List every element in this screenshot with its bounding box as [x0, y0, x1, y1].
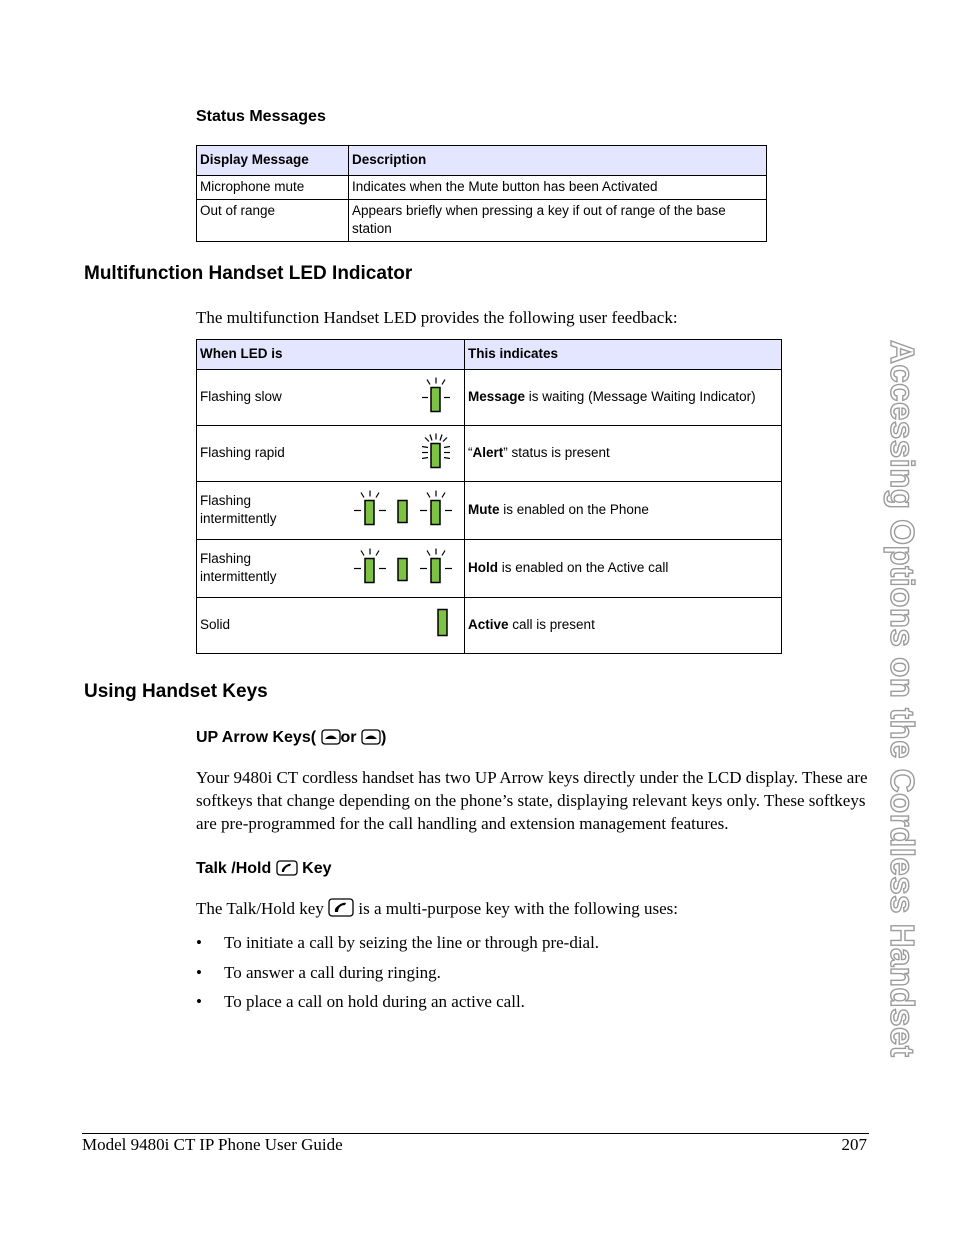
table-row: [197, 200, 767, 242]
table-header-row: [197, 340, 782, 370]
led-state-cell: [197, 540, 465, 598]
led-meaning-cell: [465, 482, 782, 540]
talk-hold-intro-post: is a multi-purpose key with the following uses:: [358, 899, 679, 918]
column-header: Description: [349, 146, 767, 176]
talk-hold-key-heading: [196, 860, 332, 881]
talk-hold-intro: [196, 897, 678, 923]
led-meaning-text: is enabled on the Phone: [499, 502, 649, 517]
led-state-label: Flashing slow: [200, 389, 282, 404]
talk-hold-uses-list: [196, 931, 599, 1020]
led-intermittent-icon: [350, 488, 456, 533]
talk-hold-intro-pre: The Talk/Hold key: [196, 899, 324, 918]
led-meaning-cell: [465, 540, 782, 598]
description-cell: Indicates when the Mute button has been Activated: [349, 176, 767, 200]
led-meaning-bold: Mute: [468, 502, 500, 517]
list-item: • To place a call on hold during an active call.: [196, 990, 599, 1020]
list-item: • To answer a call during ringing.: [196, 961, 599, 991]
led-solid-icon: [436, 607, 450, 644]
led-state-cell: [197, 370, 465, 426]
up-arrow-heading-post: ): [380, 729, 387, 746]
display-message-cell: Out of range: [197, 200, 349, 242]
up-arrow-heading-pre: UP Arrow Keys(: [196, 729, 317, 746]
description-cell: Appears briefly when pressing a key if out of range of the base station: [349, 200, 767, 242]
led-meaning-text: call is present: [508, 617, 595, 632]
led-meaning-text: ” status is present: [503, 445, 610, 460]
up-arrow-right-key-icon: [361, 729, 381, 750]
up-arrow-keys-heading: [196, 729, 386, 750]
led-state-label: Flashing rapid: [200, 445, 285, 460]
table-row: [197, 482, 782, 540]
column-header: This indicates: [465, 340, 782, 370]
led-state-label: Flashing intermittently: [200, 551, 277, 584]
led-flashing-slow-icon: [416, 375, 456, 420]
page-number: 207: [841, 1135, 867, 1154]
led-meaning-bold: Hold: [468, 560, 498, 575]
led-indicator-table: [196, 339, 782, 654]
status-messages-heading: Status Messages: [196, 108, 326, 125]
up-arrow-paragraph: Your 9480i CT cordless handset has two UP Arrow keys directly under the LCD display. These are softkeys that change depending on the phone’s state, displaying relevant keys only. These softkeys are pre-programmed for the call handling and extension management features.: [196, 768, 868, 833]
table-row: [197, 598, 782, 654]
table-row: [197, 370, 782, 426]
display-message-cell: Microphone mute: [197, 176, 349, 200]
column-header: When LED is: [197, 340, 465, 370]
table-header-row: [197, 146, 767, 176]
list-item: • To initiate a call by seizing the line or through pre-dial.: [196, 931, 599, 961]
led-state-label: Flashing intermittently: [200, 493, 277, 526]
talk-hold-key-icon: [276, 860, 298, 881]
up-arrow-heading-mid: or: [340, 729, 357, 746]
status-messages-table: [196, 145, 767, 242]
led-section-heading: Multifunction Handset LED Indicator: [84, 263, 413, 284]
led-meaning-bold: Message: [468, 389, 526, 404]
led-state-cell: [197, 426, 465, 482]
led-state-cell: [197, 598, 465, 654]
table-row: [197, 426, 782, 482]
led-intermittent-icon: [350, 546, 456, 591]
talk-hold-key-icon: [328, 898, 354, 923]
led-meaning-bold: Alert: [472, 445, 504, 460]
up-arrow-left-key-icon: [321, 729, 341, 750]
chapter-side-title: Accessing Options on the Cordless Handset: [884, 340, 921, 1058]
led-meaning-cell: [465, 598, 782, 654]
led-meaning-text: is enabled on the Active call: [498, 560, 669, 575]
led-intro-text: The multifunction Handset LED provides the following user feedback:: [196, 308, 678, 327]
handset-keys-heading: Using Handset Keys: [84, 681, 268, 702]
table-row: [197, 176, 767, 200]
led-state-cell: [197, 482, 465, 540]
footer-rule: [82, 1133, 869, 1134]
led-meaning-bold: Active: [468, 617, 509, 632]
table-row: [197, 540, 782, 598]
led-state-label: Solid: [200, 617, 231, 632]
led-flashing-rapid-icon: [416, 431, 456, 476]
talk-hold-heading-pre: Talk /Hold: [196, 860, 272, 877]
led-meaning-cell: [465, 370, 782, 426]
led-meaning-cell: [465, 426, 782, 482]
led-meaning-text: is waiting (Message Waiting Indicator): [525, 389, 756, 404]
column-header: Display Message: [197, 146, 349, 176]
talk-hold-heading-post: Key: [302, 860, 332, 877]
quote-open: “: [468, 445, 473, 460]
footer-guide-title: Model 9480i CT IP Phone User Guide: [82, 1135, 343, 1154]
